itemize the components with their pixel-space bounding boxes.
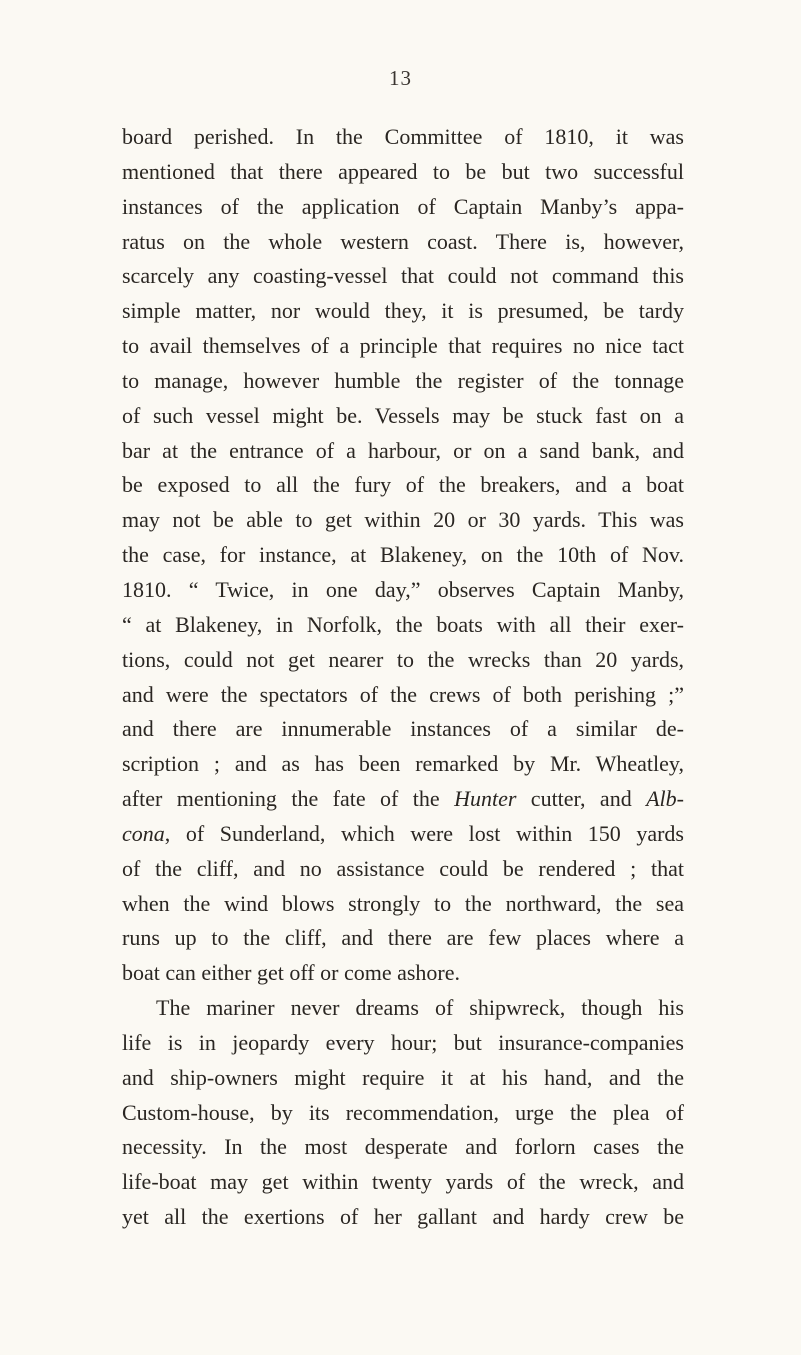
text-line: [122, 782, 684, 817]
text-line: and ship-owners might require it at his hand, and the: [122, 1064, 684, 1090]
text-line: of such vessel might be. Vessels may be stuck fast on a: [122, 402, 684, 428]
vessel-name-albcona-end: cona: [122, 820, 165, 846]
text-line: scription ; and as has been remarked by Mr. Wheatley,: [122, 751, 684, 777]
text-line: boat can either get off or come ashore.: [122, 960, 461, 986]
vessel-name-albcona-start: Alb-: [646, 786, 684, 812]
text-line: board perished. In the Committee of 1810, it was: [122, 124, 684, 149]
vessel-name-hunter: Hunter: [454, 786, 517, 812]
page-number: 13: [389, 66, 412, 90]
paragraph-first-line: The mariner never dreams of shipwreck, though his: [156, 995, 684, 1021]
text-line: to avail themselves of a principle that requires no nice tact: [122, 333, 684, 359]
text-line: be exposed to all the fury of the breakers, and a boat: [122, 472, 684, 498]
text-line: life is in jeopardy every hour; but insurance-companies: [122, 1029, 684, 1055]
text-line: may not be able to get within 20 or 30 yards. This was: [122, 507, 684, 533]
text-line: “ at Blakeney, in Norfolk, the boats with all their exer-: [122, 611, 684, 637]
text-segment: after mentioning the fate of the: [122, 786, 455, 812]
text-line: and were the spectators of the crews of both perishing ;”: [122, 681, 684, 707]
text-line: to manage, however humble the register of the tonnage: [122, 367, 684, 393]
text-line: runs up to the cliff, and there are few places where a: [122, 925, 684, 951]
text-line: ratus on the whole western coast. There is, however,: [122, 228, 684, 254]
text-line: life-boat may get within twenty yards of the wreck, and: [122, 1169, 684, 1195]
text-line: scarcely any coasting-vessel that could not command this: [122, 263, 684, 289]
text-line: and there are innumerable instances of a similar de-: [122, 716, 684, 742]
body-text: [122, 120, 684, 1235]
text-line: tions, could not get nearer to the wrecks than 20 yards,: [122, 646, 684, 672]
text-segment: cutter, and: [516, 786, 647, 812]
text-line: [122, 817, 684, 852]
text-line: mentioned that there appeared to be but two successful: [122, 158, 684, 184]
text-line: bar at the entrance of a harbour, or on a sand bank, and: [122, 437, 684, 463]
text-line: 1810. “ Twice, in one day,” observes Captain Manby,: [122, 576, 684, 602]
text-line: instances of the application of Captain Manby’s appa-: [122, 193, 684, 219]
text-segment: , of Sunderland, which were lost within 150 yards: [164, 820, 684, 846]
text-line: of the cliff, and no assistance could be rendered ; that: [122, 855, 684, 881]
text-line: simple matter, nor would they, it is presumed, be tardy: [122, 298, 684, 324]
text-line: necessity. In the most desperate and forlorn cases the: [122, 1134, 684, 1160]
text-line: the case, for instance, at Blakeney, on the 10th of Nov.: [122, 542, 684, 568]
text-line: yet all the exertions of her gallant and hardy crew be: [122, 1204, 684, 1230]
text-line: Custom-house, by its recommendation, urge the plea of: [122, 1099, 684, 1125]
text-line: when the wind blows strongly to the northward, the sea: [122, 890, 684, 916]
